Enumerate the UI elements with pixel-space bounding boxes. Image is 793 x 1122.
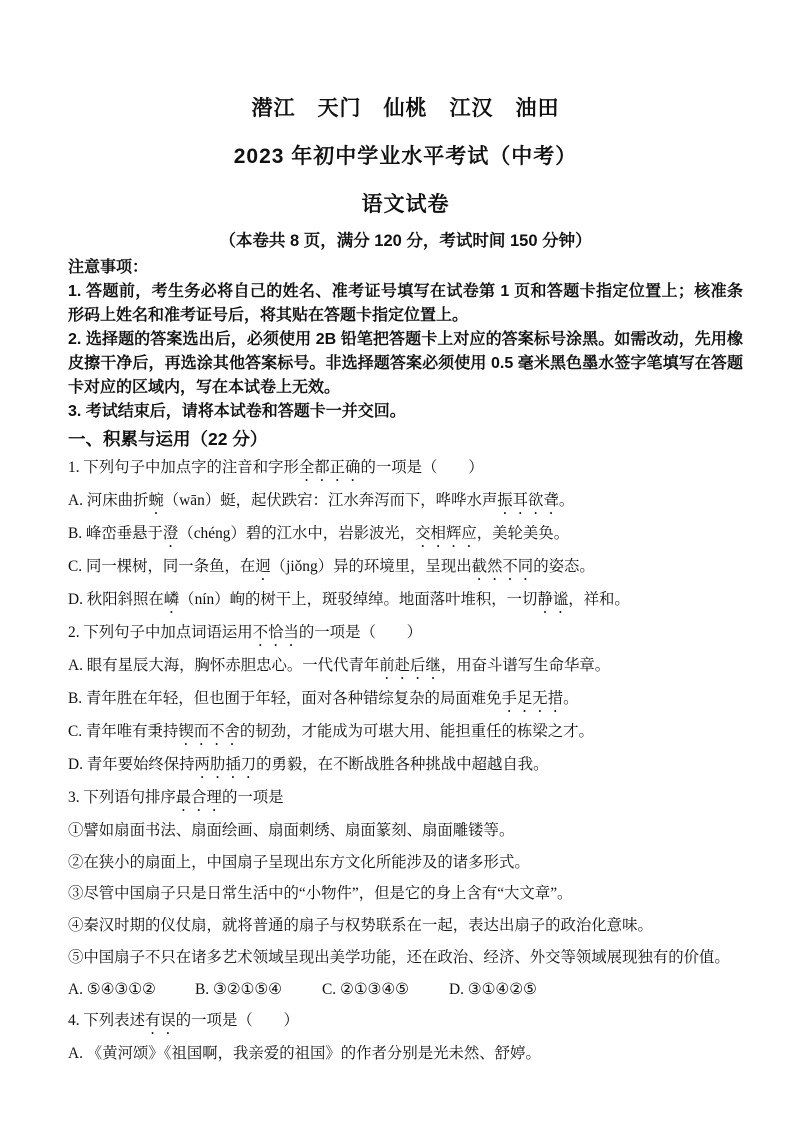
notice-item-1: 1. 答题前，考生务必将自己的姓名、准考证号填写在试卷第 1 页和答题卡指定位置上；核准条形码上姓名和准考证号后，将其贴在答题卡指定位置上。 — [68, 283, 743, 324]
question-3-choices-row — [68, 974, 743, 1006]
question-1-option-a: A. 河床曲折蜿（wān）蜓，起伏跌宕：江水奔泻而下，哗哗水声振耳欲聋。 — [68, 492, 575, 509]
question-1-option-d: D. 秋阳斜照在嶙（nín）峋的树干上，斑驳绰绰。地面落叶堆积，一切静谧，祥和。 — [68, 591, 630, 608]
question-1-option-b: B. 峰峦垂悬于澄（chéng）碧的江水中，岩影波光，交相辉应，美轮美奂。 — [68, 525, 570, 542]
header-subject-title: 语文试卷 — [361, 193, 450, 216]
question-4-stem: 4. 下列表述有误的一项是（ ） — [68, 1012, 299, 1030]
question-2-stem: 2. 下列句子中加点词语运用不恰当的一项是（ ） — [68, 624, 423, 641]
notice-section — [68, 256, 743, 424]
question-1-option-c: C. 同一棵树，同一条鱼，在迥（jiǒng）异的环境里，呈现出截然不同的姿态。 — [68, 558, 595, 575]
header-regions: 潜江 天门 仙桃 江汉 油田 — [251, 97, 560, 120]
question-3-choice-b: B. ③②①⑤④ — [195, 980, 282, 998]
question-2-option-b: B. 青年胜在年轻，但也囿于年轻，面对各种错综复杂的局面难免手足无措。 — [68, 690, 579, 707]
notice-item-3: 3. 考试结束后，请将本试卷和答题卡一并交回。 — [68, 403, 406, 420]
question-1-stem: 1. 下列句子中加点字的注音和字形全都正确的一项是（ ） — [68, 459, 484, 476]
question-3-stem: 3. 下列语句排序最合理的一项是 — [68, 789, 284, 806]
question-3-sentence-1: ①譬如扇面书法、扇面绘画、扇面刺绣、扇面篆刻、扇面雕镂等。 — [68, 822, 515, 839]
header-paper-meta: （本卷共 8 页，满分 120 分，考试时间 150 分钟） — [219, 232, 592, 250]
header-exam-title: 2023 年初中学业水平考试（中考） — [233, 145, 578, 168]
question-3-sentence-3: ③尽管中国扇子只是日常生活中的“小物件”，但是它的身上含有“大文章”。 — [68, 885, 573, 903]
notice-heading: 注意事项： — [68, 259, 149, 276]
notice-item-2: 2. 选择题的答案选出后，必须使用 2B 铅笔把答题卡上对应的答案标号涂黑。如需改动，先用橡皮擦干净后，再选涂其他答案标号。非选择题答案必须使用 0.5 毫米黑色墨水签字笔填写在答题卡对应的区域内，写在本试卷上无效。 — [68, 331, 743, 396]
question-3-choice-c: C. ②①③④⑤ — [322, 980, 409, 998]
section-1-heading: 一、积累与运用（22 分） — [68, 429, 268, 449]
question-2-option-d: D. 青年要始终保持两肋插刀的勇毅，在不断战胜各种挑战中超越自我。 — [68, 756, 549, 773]
question-2-option-a: A. 眼有星辰大海，胸怀赤胆忠心。一代代青年前赴后继，用奋斗谱写生命华章。 — [68, 657, 611, 674]
question-3-choice-d: D. ③①④②⑤ — [449, 980, 537, 998]
question-3-sentence-5: ⑤中国扇子不只在诸多艺术领域呈现出美学功能，还在政治、经济、外交等领域展现独有的价值。 — [68, 948, 730, 966]
question-3-choice-a: A. ⑤④③①② — [68, 980, 156, 998]
question-3-sentence-4: ④秦汉时期的仪仗扇，就将普通的扇子与权势联系在一起，表达出扇子的政治化意味。 — [68, 917, 653, 935]
question-3-sentence-2: ②在狭小的扇面上，中国扇子呈现出东方文化所能涉及的诸多形式。 — [68, 853, 530, 871]
question-2-option-c: C. 青年唯有秉持锲而不舍的韧劲，才能成为可堪大用、能担重任的栋梁之才。 — [68, 723, 594, 740]
question-4-option-a: A. 《黄河颂》《祖国啊，我亲爱的祖国》的作者分别是光未然、舒婷。 — [68, 1045, 541, 1063]
